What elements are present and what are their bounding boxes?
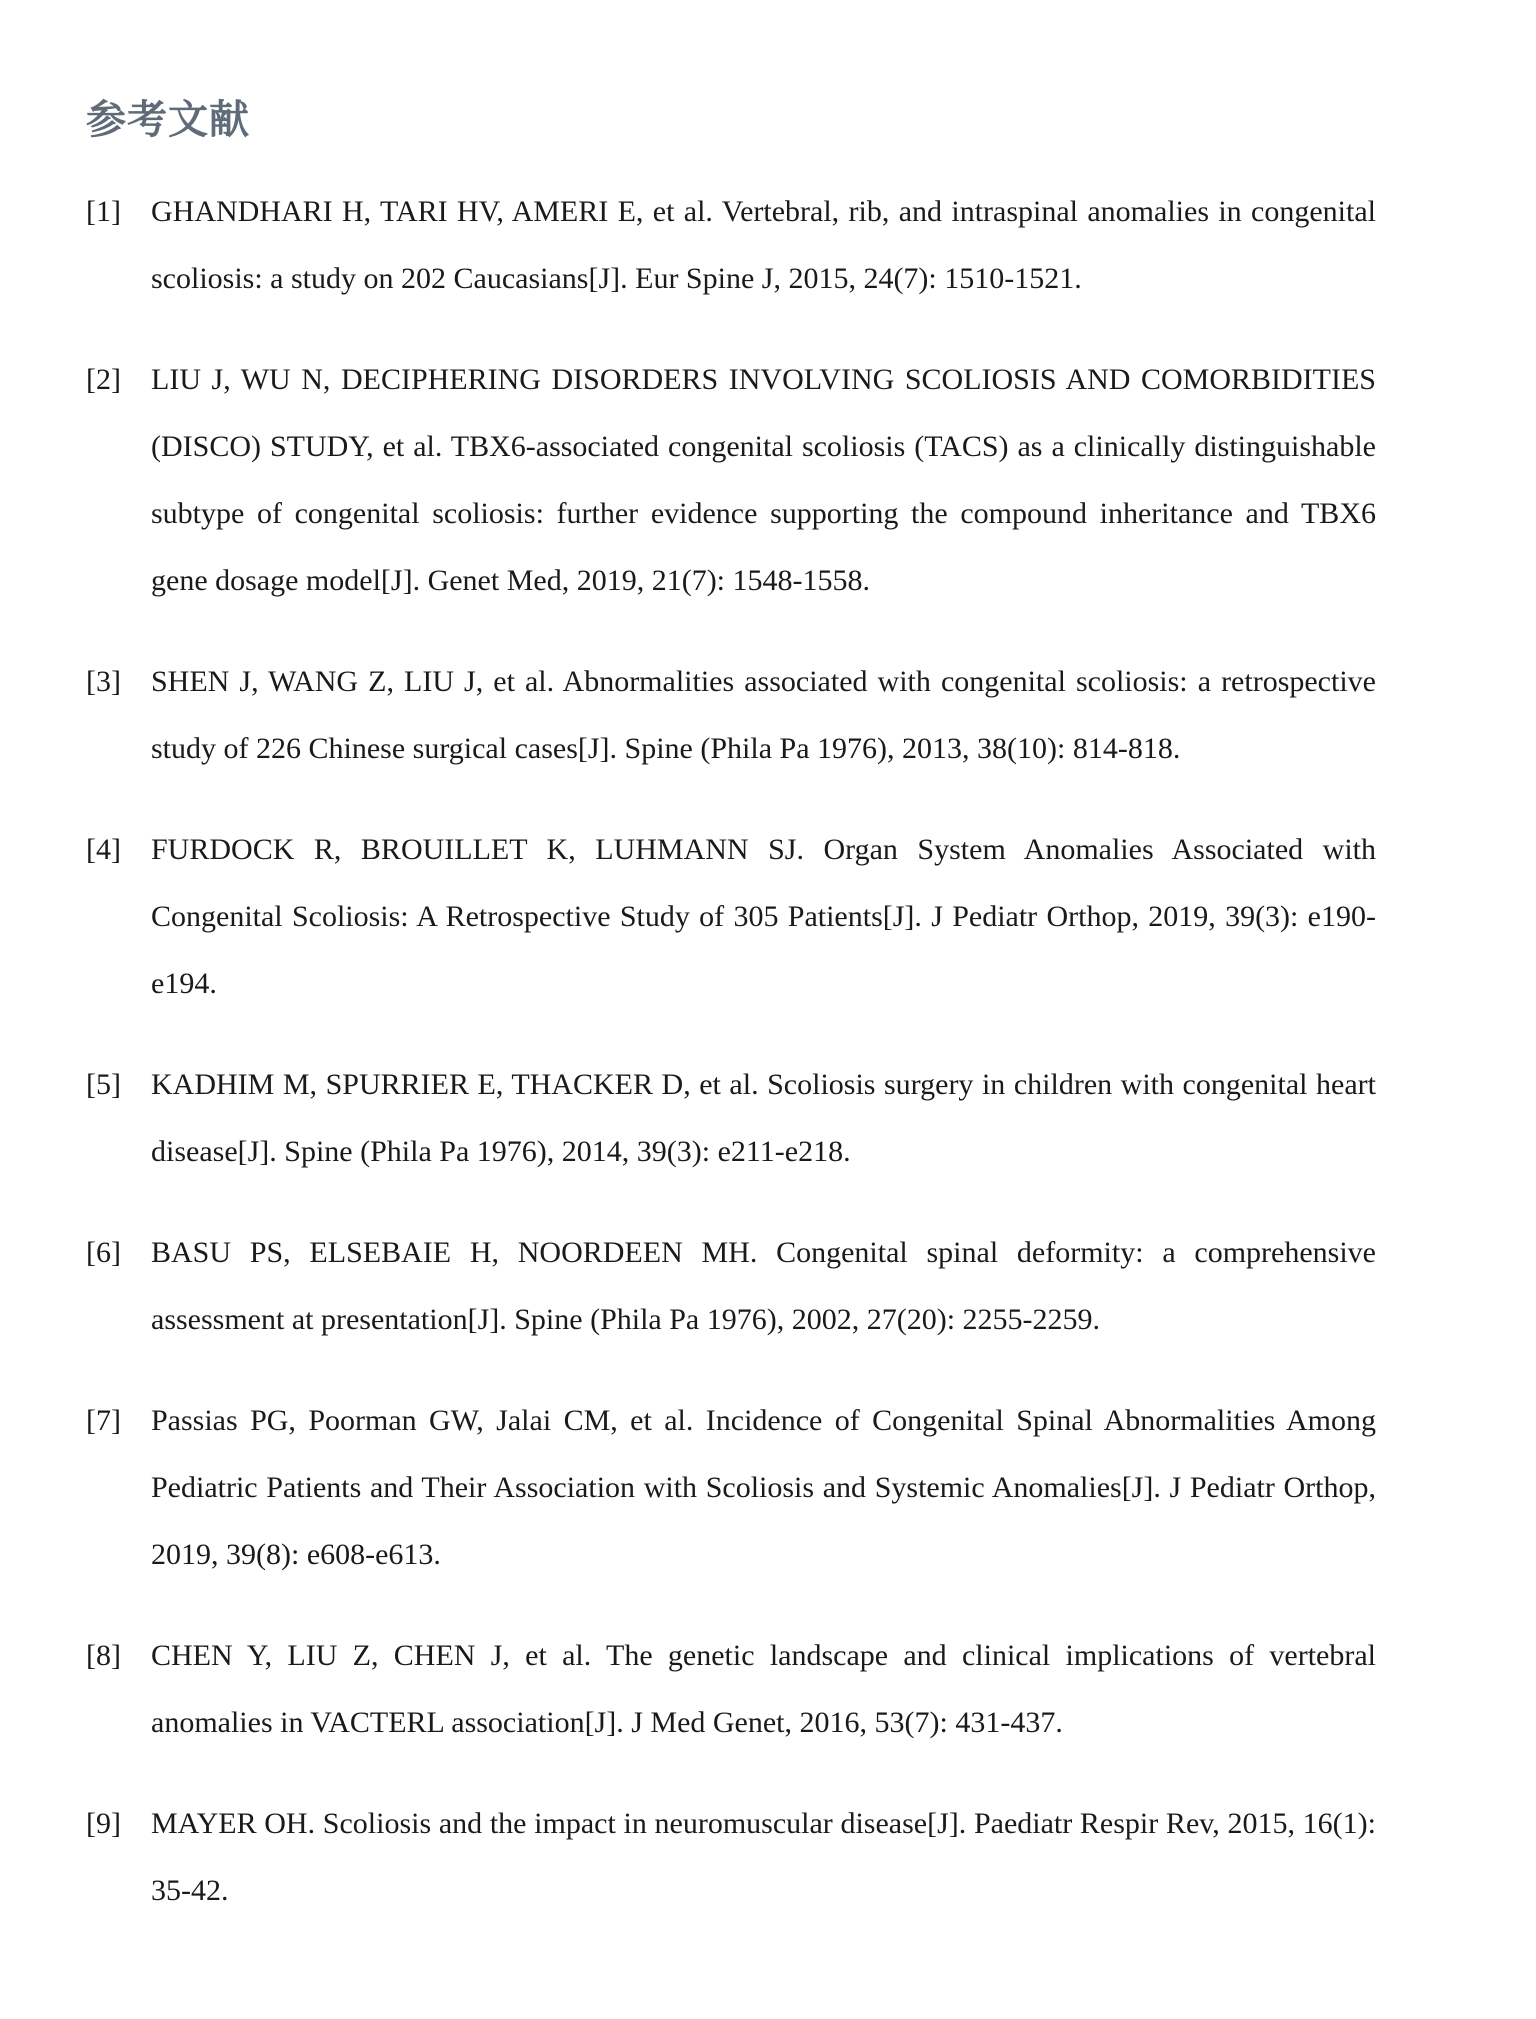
reference-number: [2] (86, 363, 121, 396)
reference-text: FURDOCK R, BROUILLET K, LUHMANN SJ. Organ System Anomalies Associated with Congenital Scoliosis: A Retrospective Study of 305 Patients[J]. J Pediatr Orthop, 2019, 39(3): e190-e194. (151, 833, 1376, 1000)
reference-text: GHANDHARI H, TARI HV, AMERI E, et al. Vertebral, rib, and intraspinal anomalies in congenital scoliosis: a study on 202 Caucasians[J]. Eur Spine J, 2015, 24(7): 1510-1521. (151, 195, 1376, 295)
reference-text: CHEN Y, LIU Z, CHEN J, et al. The genetic landscape and clinical implications of vertebral anomalies in VACTERL association[J]. J Med Genet, 2016, 53(7): 431-437. (151, 1639, 1376, 1739)
reference-item (86, 346, 1376, 614)
reference-item (86, 178, 1376, 312)
reference-text: KADHIM M, SPURRIER E, THACKER D, et al. Scoliosis surgery in children with congenital heart disease[J]. Spine (Phila Pa 1976), 2014, 39(3): e211-e218. (151, 1068, 1376, 1168)
reference-item (86, 1622, 1376, 1756)
reference-text: MAYER OH. Scoliosis and the impact in neuromuscular disease[J]. Paediatr Respir Rev, 2015, 16(1): 35-42. (151, 1807, 1376, 1907)
reference-list (86, 178, 1376, 1958)
reference-number: [6] (86, 1236, 121, 1269)
reference-item (86, 1219, 1376, 1353)
reference-number: [5] (86, 1068, 121, 1101)
reference-item (86, 816, 1376, 1017)
reference-number: [4] (86, 833, 121, 866)
reference-text: LIU J, WU N, DECIPHERING DISORDERS INVOLVING SCOLIOSIS AND COMORBIDITIES (DISCO) STUDY, et al. TBX6-associated congenital scoliosis (TACS) as a clinically distinguishable subtype of congenital scoliosis: further evidence supporting the compound inheritance and TBX6 gene dosage model[J]. Genet Med, 2019, 21(7): 1548-1558. (151, 363, 1376, 597)
reference-item (86, 1387, 1376, 1588)
references-heading: 参考文献 (86, 97, 250, 142)
reference-number: [1] (86, 195, 121, 228)
reference-text: Passias PG, Poorman GW, Jalai CM, et al. Incidence of Congenital Spinal Abnormalities Among Pediatric Patients and Their Association with Scoliosis and Systemic Anomalies[J]. J Pediatr Orthop, 2019, 39(8): e608-e613. (151, 1404, 1376, 1571)
reference-number: [9] (86, 1807, 121, 1840)
reference-number: [3] (86, 665, 121, 698)
reference-number: [8] (86, 1639, 121, 1672)
reference-number: [7] (86, 1404, 121, 1437)
reference-item (86, 648, 1376, 782)
reference-text: SHEN J, WANG Z, LIU J, et al. Abnormalities associated with congenital scoliosis: a retrospective study of 226 Chinese surgical cases[J]. Spine (Phila Pa 1976), 2013, 38(10): 814-818. (151, 665, 1376, 765)
reference-text: BASU PS, ELSEBAIE H, NOORDEEN MH. Congenital spinal deformity: a comprehensive assessment at presentation[J]. Spine (Phila Pa 1976), 2002, 27(20): 2255-2259. (151, 1236, 1376, 1336)
reference-item (86, 1790, 1376, 1924)
reference-item (86, 1051, 1376, 1185)
